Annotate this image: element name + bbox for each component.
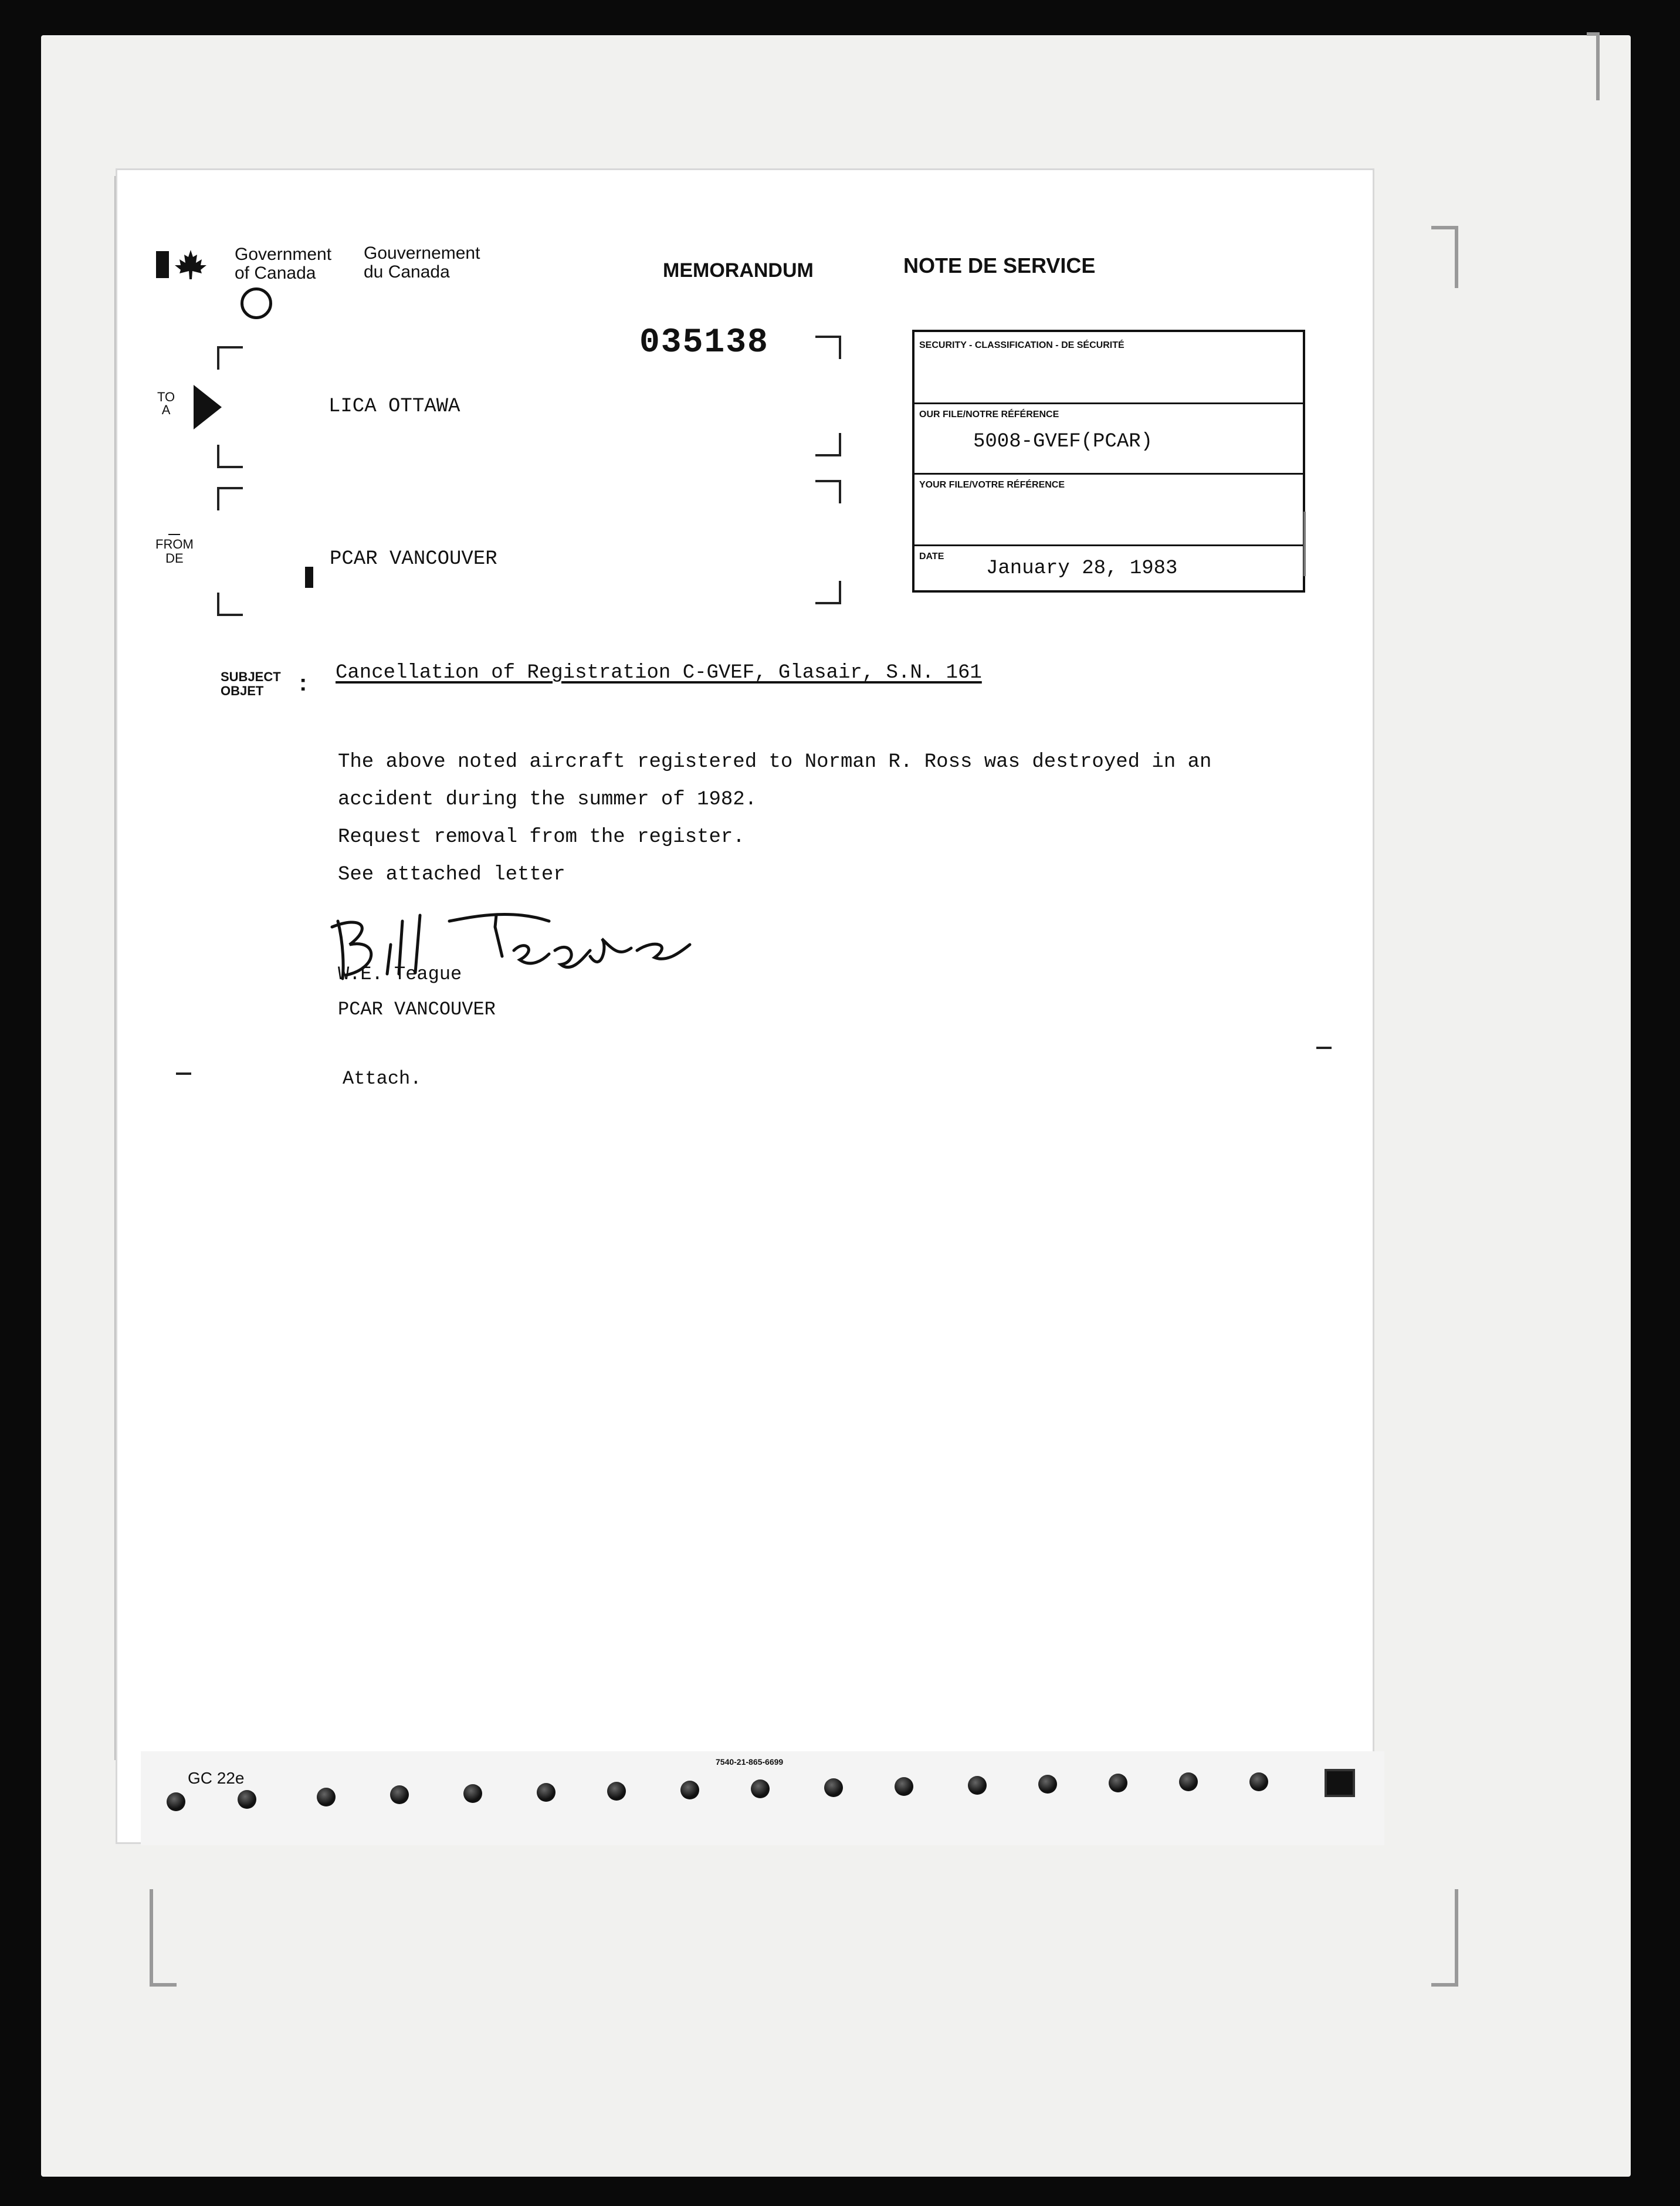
signatory-office: PCAR VANCOUVER — [338, 999, 496, 1020]
subject-colon: : — [299, 670, 307, 696]
margin-mark — [1303, 512, 1306, 576]
punch-hole — [751, 1779, 770, 1798]
government-of-canada: Government of Canada — [235, 245, 332, 283]
date-value: January 28, 1983 — [986, 557, 1178, 580]
bracket — [815, 480, 841, 503]
reference-box — [912, 330, 1305, 593]
punch-hole — [463, 1784, 482, 1803]
bracket — [217, 346, 243, 370]
stock-number: 7540-21-865-6699 — [716, 1757, 784, 1767]
registration-square — [1325, 1769, 1355, 1797]
subject-value: Cancellation of Registration C-GVEF, Glasair, S.N. 161 — [336, 662, 982, 684]
our-file-label: OUR FILE/NOTRE RÉFÉRENCE — [919, 410, 1059, 419]
punch-hole — [968, 1776, 987, 1795]
bracket — [815, 433, 841, 456]
punch-hole — [1038, 1775, 1057, 1794]
body-line-2: accident during the summer of 1982. — [338, 789, 757, 811]
crop-mark — [150, 1889, 177, 1987]
crop-mark — [1587, 32, 1600, 100]
punch-hole — [317, 1788, 336, 1806]
punch-hole — [167, 1792, 185, 1811]
crop-mark — [1431, 226, 1458, 288]
margin-mark — [176, 1072, 191, 1075]
punch-hole — [390, 1785, 409, 1804]
margin-mark — [1316, 1047, 1332, 1049]
bracket — [815, 336, 841, 359]
your-file-label: YOUR FILE/VOTRE RÉFÉRENCE — [919, 480, 1065, 490]
to-arrow-icon — [305, 567, 313, 588]
punch-hole — [607, 1782, 626, 1801]
body-line-3: Request removal from the register. — [338, 826, 745, 848]
body-line-4: See attached letter — [338, 864, 565, 886]
signatory-name: W.E. Teague — [338, 963, 462, 985]
punch-hole — [1249, 1772, 1268, 1791]
punch-hole — [1109, 1774, 1127, 1792]
perforation-strip — [141, 1751, 1384, 1845]
punch-hole — [895, 1777, 913, 1796]
from-label: FROM DE — [155, 534, 194, 566]
our-file-value: 5008-GVEF(PCAR) — [973, 431, 1153, 453]
date-label: DATE — [919, 552, 944, 561]
memorandum-title: MEMORANDUM — [663, 259, 814, 282]
from-value: PCAR VANCOUVER — [330, 548, 497, 570]
punch-ring — [241, 287, 272, 319]
to-label: TO A — [157, 390, 175, 417]
bracket — [217, 593, 243, 616]
body-line-1: The above noted aircraft registered to Norman R. Ross was destroyed in an — [338, 751, 1212, 773]
memo-number: 035138 — [639, 324, 769, 362]
security-label: SECURITY - CLASSIFICATION - DE SÉCURITÉ — [919, 340, 1124, 350]
attach-note: Attach. — [343, 1068, 422, 1090]
punch-hole — [537, 1783, 556, 1802]
memo-sheet — [117, 170, 1373, 1842]
bracket — [217, 487, 243, 510]
bracket — [217, 445, 243, 468]
to-arrow-icon — [194, 385, 222, 429]
form-code: GC 22e — [188, 1769, 245, 1787]
punch-hole — [824, 1778, 843, 1797]
crop-mark — [1431, 1889, 1458, 1987]
punch-hole — [1179, 1772, 1198, 1791]
note-de-service-title: NOTE DE SERVICE — [903, 253, 1096, 278]
bracket — [815, 581, 841, 604]
punch-hole — [680, 1781, 699, 1799]
subject-label: SUBJECT OBJET — [221, 669, 281, 698]
to-value: LICA OTTAWA — [328, 395, 460, 418]
punch-hole — [238, 1790, 256, 1809]
gouvernement-du-canada: Gouvernement du Canada — [364, 243, 480, 282]
